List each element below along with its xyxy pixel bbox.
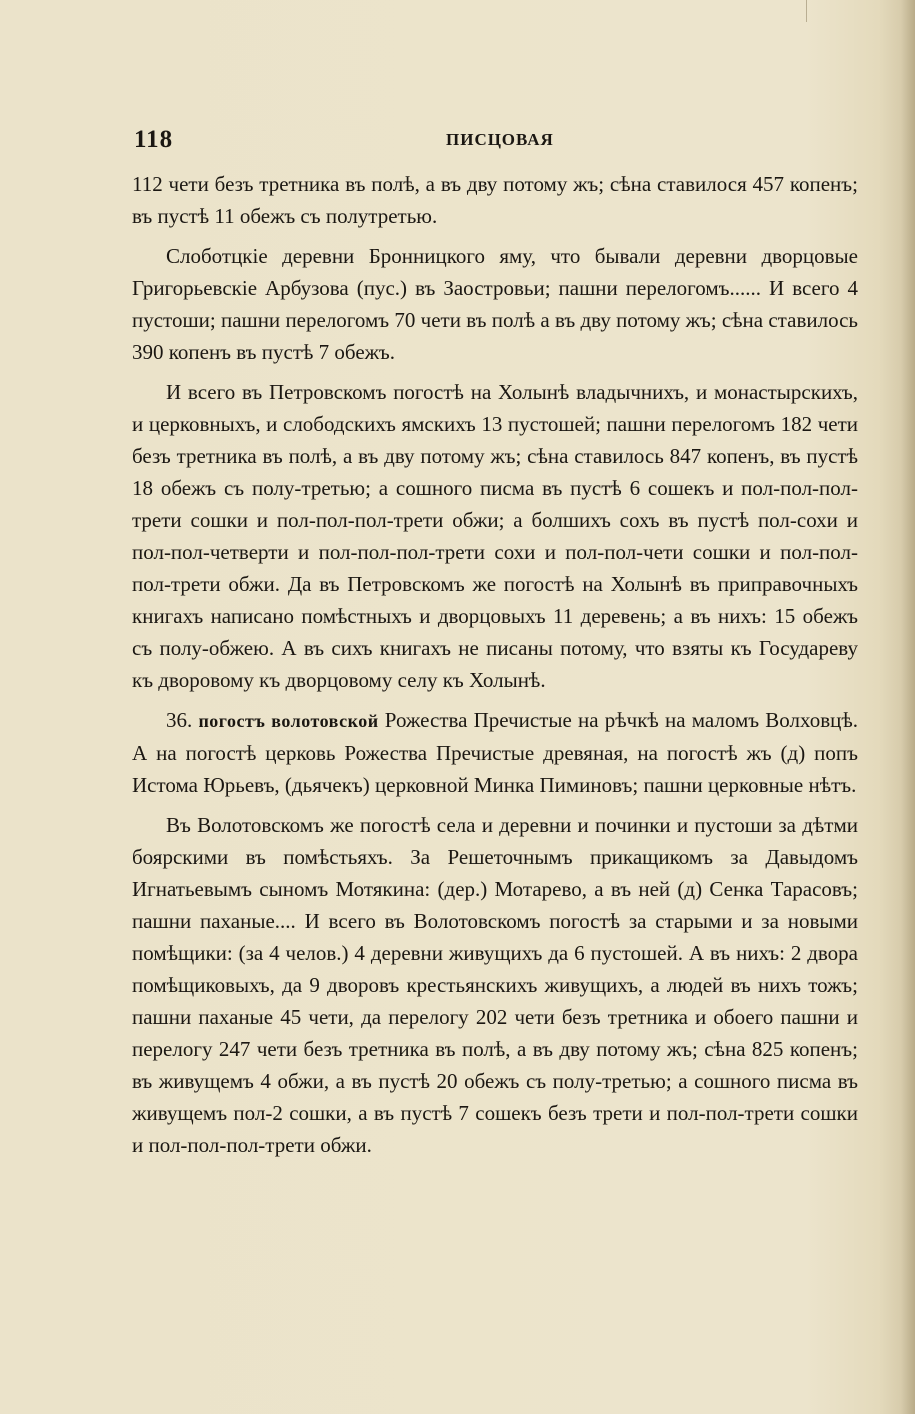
section-heading: погостъ волотовской <box>198 711 379 731</box>
paragraph-section-36 <box>132 704 858 801</box>
page-header <box>134 126 856 166</box>
paragraph <box>132 376 858 696</box>
paragraph <box>132 809 858 1161</box>
page-number: 118 <box>134 126 174 153</box>
paragraph-text: Рожества Пречистые на рѣчкѣ на маломъ Волховцѣ. А на погостѣ церковь Рожества Пречистые древяная, на погостѣ жъ (д) попъ Истома Юрьевъ, (дьячекъ) церковной Минка Пиминовъ; пашни церковные нѣтъ. <box>132 708 859 797</box>
paragraph-text: Слоботцкіе деревни Бронницкого яму, что бывали деревни дворцовые Григорьевскіе Арбузова (пус.) въ Заостровьи; пашни перелогомъ...... И всего 4 пустоши; пашни перелогомъ 70 чети въ полѣ а въ дву потому жъ; сѣна ставилось 390 копенъ въ пустѣ 7 обежъ. <box>132 244 858 364</box>
running-head: ПИСЦОВАЯ <box>446 130 554 149</box>
paragraph-text: И всего въ Петровскомъ погостѣ на Холынѣ владычнихъ, и монастырскихъ, и церковныхъ, и слободскихъ ямскихъ 13 пустошей; пашни перелогомъ 182 чети безъ третника въ полѣ, а въ дву потому жъ; сѣна ставилось 847 копенъ, въ пустѣ 18 обежъ съ полу-третью; а сошного писма въ пустѣ 6 сошекъ и пол-пол-пол-трети сошки и пол-пол-пол-трети обжи; а болшихъ сохъ въ пустѣ пол-сохи и пол-пол-четверти и пол-пол-пол-трети сохи и пол-пол-чети сошки и пол-пол-пол-трети обжи. Да въ Петровскомъ же погостѣ на Холынѣ въ приправочныхъ книгахъ написано помѣстныхъ и дворцовыхъ 11 деревень; а въ нихъ: 15 обежъ съ полу-обжею. А въ сихъ книгахъ не писаны потому, что взяты къ Государеву къ дворовому къ дворцовому селу къ Холынѣ. <box>132 380 858 692</box>
page-edge-mark <box>806 0 807 22</box>
body-text <box>132 168 858 1169</box>
paragraph <box>132 240 858 368</box>
paragraph <box>132 168 858 232</box>
section-number: 36. <box>166 708 193 732</box>
paragraph-text: Въ Волотовскомъ же погостѣ села и деревни и починки и пустоши за дѣтми боярскими въ помѣстьяхъ. За Решеточнымъ прикащикомъ за Давыдомъ Игнатьевымъ сыномъ Мотякина: (дер.) Мотарево, а въ ней (д) Сенка Тарасовъ; пашни паханые.... И всего въ Волотовскомъ погостѣ за старыми и за новыми помѣщики: (за 4 челов.) 4 деревни живущихъ да 6 пустошей. А въ нихъ: 2 двора помѣщиковыхъ, да 9 дворовъ крестьянскихъ живущихъ, а людей въ нихъ тожъ; пашни паханые 45 чети, да перелогу 202 чети безъ третника и обоего пашни и перелогу 247 чети безъ третника въ полѣ, а въ дву потому жъ; сѣна 825 копенъ; въ живущемъ 4 обжи, а въ пустѣ 20 обежъ съ полу-третью; а сошного писма въ живущемъ пол-2 сошки, а въ пустѣ 7 сошекъ безъ трети и пол-пол-трети сошки и пол-пол-пол-трети обжи. <box>132 813 858 1157</box>
paragraph-text: 112 чети безъ третника въ полѣ, а въ дву потому жъ; сѣна ставилося 457 копенъ; въ пустѣ 11 обежъ съ полутретью. <box>132 172 858 228</box>
